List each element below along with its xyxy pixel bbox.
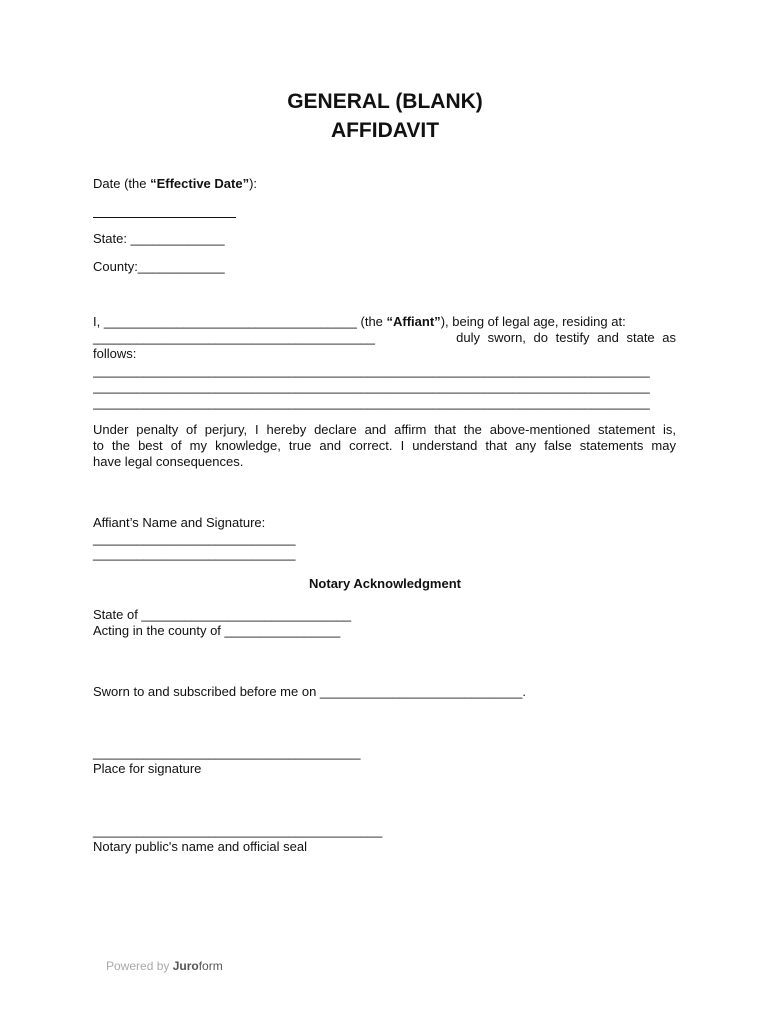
document-title-line2: AFFIDAVIT [330, 119, 440, 142]
affiant-name-field[interactable]: I, ___________________________________ (the [93, 314, 387, 329]
perjury-line-2: to the best of my knowledge, true and correct. I understand that any false statements may [93, 438, 676, 453]
affiant-signature-label: Affiant’s Name and Signature: [93, 515, 266, 530]
effective-date-suffix: ): [249, 176, 258, 191]
notary-name-line[interactable]: ________________________________________ [93, 823, 383, 838]
perjury-line-3: have legal consequences. [93, 454, 244, 469]
affiant-term: “Affiant” [386, 314, 441, 329]
state-field[interactable]: State: _____________ [93, 231, 225, 246]
affiant-sworn-text: duly sworn, do testify and state as [456, 330, 676, 345]
statement-line-1[interactable]: _____________________________________________________________________________ [93, 363, 650, 378]
powered-by-text: Powered by [106, 959, 173, 973]
notary-county-field[interactable]: Acting in the county of ________________ [93, 623, 341, 638]
affiant-follows: follows: [93, 346, 137, 361]
statement-line-3[interactable]: _____________________________________________________________________________ [93, 395, 650, 410]
effective-date-label [93, 176, 257, 192]
affiant-address-field[interactable]: _______________________________________ [93, 330, 375, 345]
effective-date-prefix: Date (the [93, 176, 151, 191]
affiant-line1 [93, 314, 676, 330]
effective-date-blank-line[interactable] [93, 217, 236, 218]
document-title-line1: GENERAL (BLANK) [287, 90, 483, 113]
notary-state-field[interactable]: State of _____________________________ [93, 607, 352, 622]
juroform-logo [173, 959, 223, 973]
affiant-line2 [93, 330, 676, 346]
sworn-date-field[interactable]: Sworn to and subscribed before me on ____________________________. [93, 684, 526, 699]
brand-bold: Juro [172, 959, 199, 973]
county-field[interactable]: County:____________ [93, 259, 225, 274]
place-signature-line[interactable]: _____________________________________ [93, 745, 361, 760]
statement-line-2[interactable]: _____________________________________________________________________________ [93, 379, 650, 394]
affiant-signature-line[interactable]: ____________________________ [93, 546, 296, 561]
affiant-residing-text: ), being of legal age, residing at: [440, 314, 626, 329]
place-signature-label: Place for signature [93, 761, 202, 776]
notary-heading: Notary Acknowledgment [309, 576, 461, 591]
brand-rest: form [198, 959, 223, 973]
powered-by-footer[interactable] [106, 959, 223, 973]
affiant-name-line[interactable]: ____________________________ [93, 531, 296, 546]
perjury-line-1: Under penalty of perjury, I hereby declare and affirm that the above-mentioned statement is, [93, 422, 676, 437]
effective-date-term: “Effective Date” [150, 176, 250, 191]
notary-name-label: Notary public's name and official seal [93, 839, 307, 854]
